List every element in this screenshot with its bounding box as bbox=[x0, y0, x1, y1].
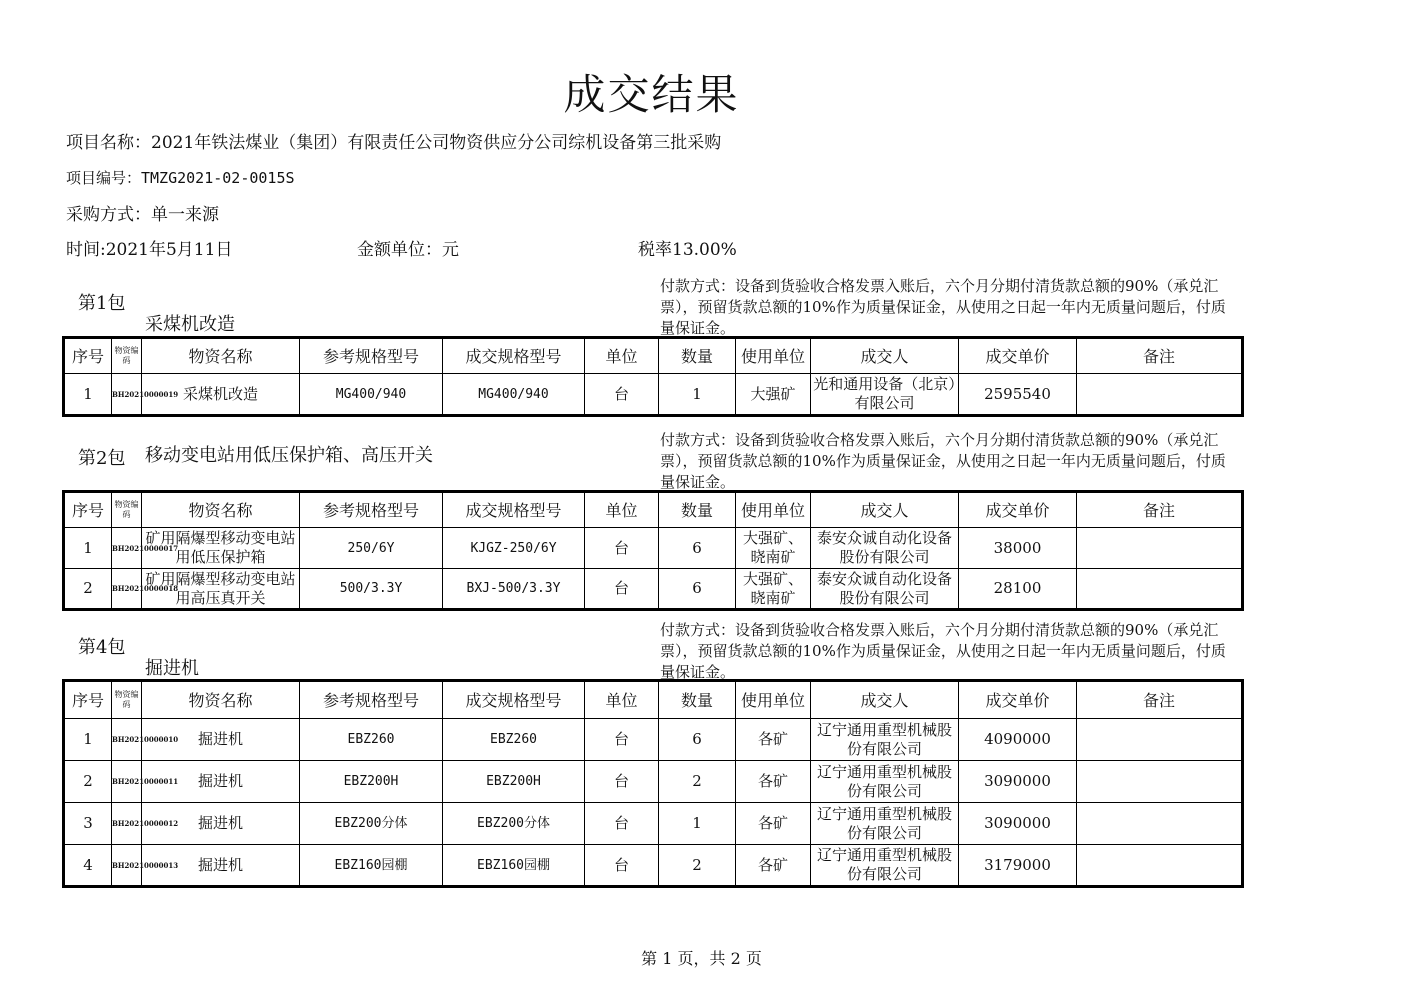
cell-unit: 台 bbox=[585, 374, 659, 416]
cell-ref-spec: EBZ160园棚 bbox=[300, 845, 443, 887]
purchase-method: 采购方式：单一来源 bbox=[66, 205, 219, 225]
cell-deal-spec: BXJ-500/3.3Y bbox=[443, 569, 585, 610]
cell-remark bbox=[1077, 719, 1243, 761]
cell-deal-spec: EBZ200H bbox=[443, 761, 585, 803]
package-number: 第4包 bbox=[78, 637, 126, 658]
cell-unit: 台 bbox=[585, 569, 659, 610]
cell-qty: 6 bbox=[659, 719, 736, 761]
cell-supplier: 泰安众诚自动化设备股份有限公司 bbox=[811, 569, 959, 610]
cell-qty: 6 bbox=[659, 569, 736, 610]
cell-ref-spec: EBZ200H bbox=[300, 761, 443, 803]
table-row bbox=[64, 528, 1243, 569]
header-cell: 单位 bbox=[585, 492, 659, 528]
cell-seq: 1 bbox=[64, 528, 112, 569]
header-cell: 参考规格型号 bbox=[300, 681, 443, 719]
cell-user-unit: 大强矿 bbox=[736, 374, 811, 416]
header-cell: 参考规格型号 bbox=[300, 492, 443, 528]
cell-supplier: 辽宁通用重型机械股份有限公司 bbox=[811, 761, 959, 803]
cell-seq: 1 bbox=[64, 719, 112, 761]
cell-deal-spec: EBZ260 bbox=[443, 719, 585, 761]
cell-seq: 1 bbox=[64, 374, 112, 416]
header-cell: 序号 bbox=[64, 338, 112, 374]
cell-qty: 2 bbox=[659, 845, 736, 887]
header-cell: 单位 bbox=[585, 681, 659, 719]
currency-unit: 金额单位：元 bbox=[357, 240, 459, 260]
cell-ref-spec: 250/6Y bbox=[300, 528, 443, 569]
cell-unit: 台 bbox=[585, 528, 659, 569]
header-cell: 使用单位 bbox=[736, 492, 811, 528]
cell-material: 掘进机 bbox=[142, 761, 300, 803]
project-name: 项目名称：2021年铁法煤业（集团）有限责任公司物资供应分公司综机设备第三批采购 bbox=[66, 133, 722, 153]
header-cell: 序号 bbox=[64, 492, 112, 528]
cell-unit: 台 bbox=[585, 845, 659, 887]
cell-unit: 台 bbox=[585, 803, 659, 845]
cell-price: 3179000 bbox=[959, 845, 1077, 887]
cell-code: BH20210000012 bbox=[112, 803, 142, 845]
table-row bbox=[64, 569, 1243, 610]
cell-ref-spec: EBZ260 bbox=[300, 719, 443, 761]
header-cell: 物资编码 bbox=[112, 681, 142, 719]
cell-material: 掘进机 bbox=[142, 803, 300, 845]
header-cell: 使用单位 bbox=[736, 338, 811, 374]
cell-deal-spec: MG400/940 bbox=[443, 374, 585, 416]
page-footer: 第 1 页，共 2 页 bbox=[641, 949, 762, 968]
cell-user-unit: 大强矿、晓南矿 bbox=[736, 569, 811, 610]
cell-code: BH20210000013 bbox=[112, 845, 142, 887]
header-cell: 物资编码 bbox=[112, 338, 142, 374]
cell-deal-spec: EBZ200分体 bbox=[443, 803, 585, 845]
package-name: 采煤机改造 bbox=[145, 314, 235, 335]
cell-material: 掘进机 bbox=[142, 845, 300, 887]
header-cell: 参考规格型号 bbox=[300, 338, 443, 374]
cell-unit: 台 bbox=[585, 761, 659, 803]
cell-seq: 2 bbox=[64, 569, 112, 610]
cell-price: 3090000 bbox=[959, 803, 1077, 845]
table-row bbox=[64, 719, 1243, 761]
cell-seq: 3 bbox=[64, 803, 112, 845]
header-cell: 成交人 bbox=[811, 681, 959, 719]
tax-rate: 税率13.00% bbox=[638, 240, 737, 260]
cell-remark bbox=[1077, 845, 1243, 887]
cell-material: 掘进机 bbox=[142, 719, 300, 761]
cell-deal-spec: EBZ160园棚 bbox=[443, 845, 585, 887]
package-number: 第2包 bbox=[78, 448, 126, 469]
header-cell: 数量 bbox=[659, 681, 736, 719]
package-name: 掘进机 bbox=[145, 658, 199, 679]
cell-price: 3090000 bbox=[959, 761, 1077, 803]
cell-seq: 2 bbox=[64, 761, 112, 803]
cell-remark bbox=[1077, 569, 1243, 610]
cell-user-unit: 各矿 bbox=[736, 761, 811, 803]
cell-remark bbox=[1077, 761, 1243, 803]
header-cell: 单位 bbox=[585, 338, 659, 374]
cell-code: BH20210000010 bbox=[112, 719, 142, 761]
cell-code: BH20210000019 bbox=[112, 374, 142, 416]
cell-supplier: 光和通用设备（北京）有限公司 bbox=[811, 374, 959, 416]
package-name: 移动变电站用低压保护箱、高压开关 bbox=[145, 445, 433, 466]
cell-supplier: 辽宁通用重型机械股份有限公司 bbox=[811, 803, 959, 845]
page-title: 成交结果 bbox=[563, 70, 740, 119]
header-cell: 序号 bbox=[64, 681, 112, 719]
cell-price: 2595540 bbox=[959, 374, 1077, 416]
cell-ref-spec: 500/3.3Y bbox=[300, 569, 443, 610]
cell-remark bbox=[1077, 374, 1243, 416]
cell-user-unit: 各矿 bbox=[736, 719, 811, 761]
cell-remark bbox=[1077, 803, 1243, 845]
header-cell: 成交单价 bbox=[959, 338, 1077, 374]
cell-material: 矿用隔爆型移动变电站用低压保护箱 bbox=[142, 528, 300, 569]
package-table bbox=[62, 490, 1244, 611]
table-row bbox=[64, 761, 1243, 803]
package-table bbox=[62, 336, 1244, 417]
cell-code: BH20210000018 bbox=[112, 569, 142, 610]
table-row bbox=[64, 374, 1243, 416]
header-cell: 备注 bbox=[1077, 681, 1243, 719]
header-cell: 物资名称 bbox=[142, 492, 300, 528]
table-header-row bbox=[64, 492, 1243, 528]
cell-user-unit: 大强矿、晓南矿 bbox=[736, 528, 811, 569]
header-cell: 数量 bbox=[659, 492, 736, 528]
table-row bbox=[64, 845, 1243, 887]
header-cell: 物资编码 bbox=[112, 492, 142, 528]
header-cell: 备注 bbox=[1077, 338, 1243, 374]
package-number: 第1包 bbox=[78, 293, 126, 314]
cell-ref-spec: EBZ200分体 bbox=[300, 803, 443, 845]
cell-material: 矿用隔爆型移动变电站用高压真开关 bbox=[142, 569, 300, 610]
cell-ref-spec: MG400/940 bbox=[300, 374, 443, 416]
header-cell: 物资名称 bbox=[142, 681, 300, 719]
cell-remark bbox=[1077, 528, 1243, 569]
table-header-row bbox=[64, 681, 1243, 719]
cell-price: 4090000 bbox=[959, 719, 1077, 761]
cell-user-unit: 各矿 bbox=[736, 845, 811, 887]
cell-seq: 4 bbox=[64, 845, 112, 887]
cell-code: BH20210000017 bbox=[112, 528, 142, 569]
payment-terms: 付款方式：设备到货验收合格发票入账后，六个月分期付清货款总额的90%（承兑汇票），预留货款总额的10%作为质量保证金，从使用之日起一年内无质量问题后，付质量保证金。 bbox=[660, 621, 1226, 681]
header-cell: 成交人 bbox=[811, 338, 959, 374]
header-cell: 备注 bbox=[1077, 492, 1243, 528]
table-row bbox=[64, 803, 1243, 845]
table-header-row bbox=[64, 338, 1243, 374]
cell-material: 采煤机改造 bbox=[142, 374, 300, 416]
cell-qty: 1 bbox=[659, 374, 736, 416]
cell-qty: 6 bbox=[659, 528, 736, 569]
payment-terms: 付款方式：设备到货验收合格发票入账后，六个月分期付清货款总额的90%（承兑汇票），预留货款总额的10%作为质量保证金，从使用之日起一年内无质量问题后，付质量保证金。 bbox=[660, 431, 1226, 491]
cell-deal-spec: KJGZ-250/6Y bbox=[443, 528, 585, 569]
cell-qty: 1 bbox=[659, 803, 736, 845]
cell-supplier: 辽宁通用重型机械股份有限公司 bbox=[811, 719, 959, 761]
cell-supplier: 泰安众诚自动化设备股份有限公司 bbox=[811, 528, 959, 569]
header-cell: 使用单位 bbox=[736, 681, 811, 719]
package-table bbox=[62, 679, 1244, 888]
header-cell: 数量 bbox=[659, 338, 736, 374]
header-cell: 成交规格型号 bbox=[443, 492, 585, 528]
cell-user-unit: 各矿 bbox=[736, 803, 811, 845]
header-cell: 成交单价 bbox=[959, 681, 1077, 719]
cell-price: 28100 bbox=[959, 569, 1077, 610]
cell-qty: 2 bbox=[659, 761, 736, 803]
header-cell: 成交人 bbox=[811, 492, 959, 528]
cell-supplier: 辽宁通用重型机械股份有限公司 bbox=[811, 845, 959, 887]
payment-terms: 付款方式：设备到货验收合格发票入账后，六个月分期付清货款总额的90%（承兑汇票），预留货款总额的10%作为质量保证金，从使用之日起一年内无质量问题后，付质量保证金。 bbox=[660, 277, 1226, 337]
date-line: 时间:2021年5月11日 bbox=[66, 240, 233, 260]
cell-unit: 台 bbox=[585, 719, 659, 761]
header-cell: 物资名称 bbox=[142, 338, 300, 374]
header-cell: 成交规格型号 bbox=[443, 338, 585, 374]
project-number: 项目编号：TMZG2021-02-0015S bbox=[66, 169, 295, 187]
cell-price: 38000 bbox=[959, 528, 1077, 569]
cell-code: BH20210000011 bbox=[112, 761, 142, 803]
header-cell: 成交单价 bbox=[959, 492, 1077, 528]
header-cell: 成交规格型号 bbox=[443, 681, 585, 719]
